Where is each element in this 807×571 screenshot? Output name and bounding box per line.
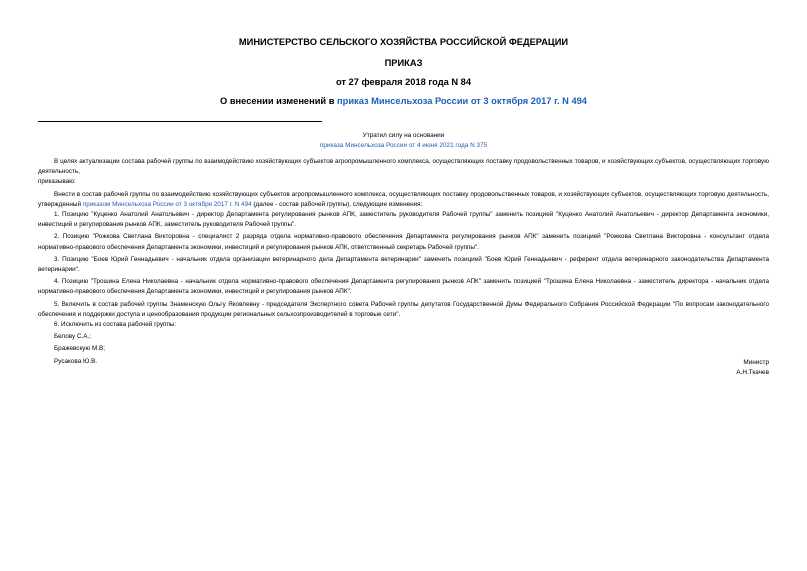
list-item-6: 6. Исключить из состава рабочей группы:: [54, 321, 177, 329]
date-number-heading: от 27 февраля 2018 года N 84: [335, 77, 472, 87]
preamble-paragraph: В целях актуализации состава рабочей группы по взаимодействию хозяйствующих субъектов агропромышленного комплекса, осуществляющих поставку продовольственных товаров, и хозяйствующих субъектов, осуществляющих торговую деятельность,: [38, 158, 769, 176]
document-title: [38, 96, 769, 106]
main-instruction-paragraph: [38, 190, 769, 210]
repealing-order-link[interactable]: приказа Минсельхоза России от 4 июня 2021 года N 375: [319, 142, 488, 149]
status-note: Утратил силу на основании: [362, 132, 445, 139]
composition-order-link[interactable]: приказом Минсельхоза России от 3 октября 2017 г. N 494: [82, 200, 252, 208]
signature-block: [736, 358, 769, 378]
ministry-heading: МИНИСТЕРСТВО СЕЛЬСКОГО ХОЗЯЙСТВА РОССИЙСКОЙ ФЕДЕРАЦИИ: [238, 37, 569, 47]
signatory-name: А.Н.Ткачев: [736, 369, 769, 376]
header-divider: [38, 121, 322, 122]
title-prefix: О внесении изменений в: [220, 96, 338, 106]
instruction-text-2: (далее - состав рабочей группы), следующие изменения:: [251, 200, 423, 208]
order-word: приказываю:: [38, 178, 76, 186]
list-item-4: 4. Позицию "Трошина Елена Николаевна - начальник отдела нормативно-правового обеспечения Департамента регулирования рынков АПК" заменить позицией "Трошина Елена Николаевна - заместитель директора - начальник отдела нормативно-правового обеспечения Департамента экономики, инвестиций и регулирования рынков АПК".: [38, 278, 769, 296]
excluded-member-3: Русакова Ю.В.: [54, 357, 98, 365]
status-link-line: [38, 142, 769, 149]
excluded-member-2: Бражевскую М.В;: [54, 345, 106, 353]
list-item-2: 2. Позицию "Рожкова Светлана Викторовна - специалист 2 разряда отдела нормативно-правового обеспечения Департамента регулирования рынков АПК" заменить позицией "Рожкова Светлана Викторовна - консультант отдела нормативно-правового обеспечения Департамента экономики, инвестиций и регулирования рынков АПК, ответственный секретарь Рабочей группы".: [38, 233, 769, 251]
signatory-position: Министр: [743, 359, 769, 366]
doc-type-heading: ПРИКАЗ: [384, 58, 423, 68]
list-item-1: 1. Позицию "Куценко Анатолий Анатольевич - директор Департамента регулирования рынков АПК, заместитель руководителя Рабочей группы" заменить позицией "Куценко Анатолий Анатольевич - директор Департамента экономики, инвестиций и регулирования рынков АПК, заместитель руководителя Рабочей группы".: [38, 211, 769, 229]
instruction-text-1: Внести в состав рабочей группы по взаимодействию хозяйствующих субъектов агропромышленного комплекса, осуществляющих поставку продовольственных товаров, и хозяйствующих субъектов, осуществляющих торговую деятельность, утвержденный: [38, 190, 769, 208]
excluded-member-1: Белову С.А.;: [54, 333, 92, 341]
list-item-3: 3. Позицию "Боев Юрий Геннадьевич - начальник отдела организации ветеринарного дела Департамента ветеринарии" заменить позицией "Боев Юрий Геннадьевич - референт отдела ветеринарного законодательства Департамента ветеринарии".: [38, 255, 769, 274]
document-body: [38, 157, 769, 367]
amended-order-link[interactable]: приказ Минсельхоза России от 3 октября 2017 г. N 494: [337, 96, 587, 106]
list-item-5: 5. Включить в состав рабочей группы Знаменскую Ольгу Яковлевну - председателя Экспертного совета Рабочей группы депутатов Государственной Думы Федерального Собрания Российской Федерации "По вопросам законодательного обеспечения и поддержки доступа и ценообразования продукции региональных сельхозпроизводителей в торговые сети".: [38, 300, 769, 318]
